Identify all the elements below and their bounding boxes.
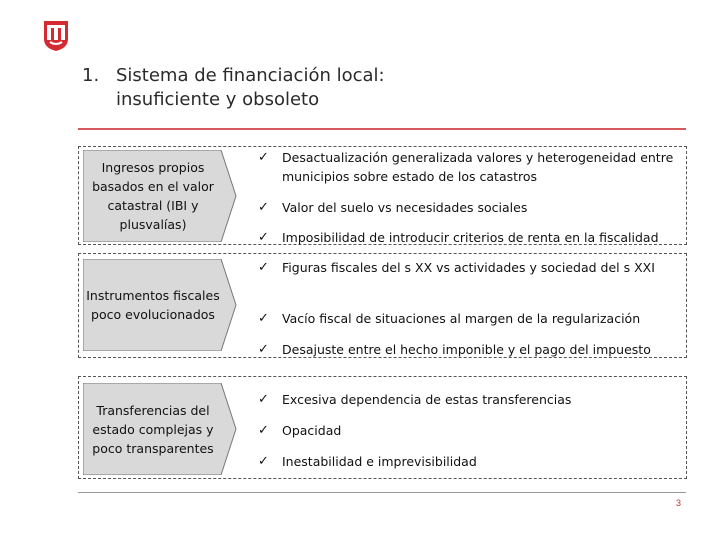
title-number: 1. [82, 65, 100, 86]
checkmark-icon: ✓ [258, 260, 269, 275]
section-label-shape-2 [83, 259, 237, 351]
barcelona-logo [41, 20, 71, 52]
footer-divider [78, 492, 686, 493]
bullet-item [258, 452, 694, 471]
title-line-1: Sistema de financiación local: [116, 65, 385, 86]
checkmark-icon: ✓ [258, 311, 269, 326]
section-label-shape-3 [83, 383, 237, 475]
checkmark-icon: ✓ [258, 454, 269, 469]
title-divider [78, 128, 686, 130]
bullet-item [258, 148, 694, 186]
bullet-item [258, 390, 694, 409]
bullet-text: Valor del suelo vs necesidades sociales [282, 200, 528, 215]
bullet-item [258, 309, 694, 328]
bullet-item [258, 228, 694, 247]
section-label-shape-1 [83, 150, 237, 242]
checkmark-icon: ✓ [258, 423, 269, 438]
bullet-item [258, 421, 694, 440]
section-label-3: Transferencias del estado complejas y poco transparentes [92, 402, 214, 456]
bullet-item [258, 340, 694, 359]
page-number: 3 [676, 498, 682, 508]
bullet-item [258, 198, 694, 217]
checkmark-icon: ✓ [258, 392, 269, 407]
bullet-text: Figuras fiscales del s XX vs actividades y sociedad del s XXI [282, 260, 655, 275]
checkmark-icon: ✓ [258, 342, 269, 357]
bullet-text: Inestabilidad e imprevisibilidad [282, 454, 477, 469]
bullet-text: Imposibilidad de introducir criterios de renta en la fiscalidad [282, 230, 659, 245]
section-label-1: Ingresos propios basados en el valor catastral (IBI y plusvalías) [92, 160, 214, 232]
bullet-text: Desajuste entre el hecho imponible y el pago del impuesto [282, 342, 651, 357]
checkmark-icon: ✓ [258, 200, 269, 215]
bullet-item [258, 258, 694, 277]
bullet-text: Excesiva dependencia de estas transferencias [282, 392, 572, 407]
section-label-2: Instrumentos fiscales poco evolucionados [86, 288, 220, 322]
bullet-text: Vacío fiscal de situaciones al margen de la regularización [282, 311, 641, 326]
bullet-text: Opacidad [282, 423, 342, 438]
checkmark-icon: ✓ [258, 230, 269, 245]
checkmark-icon: ✓ [258, 150, 269, 165]
title-line-2: insuficiente y obsoleto [116, 89, 320, 110]
bullet-text: Desactualización generalizada valores y heterogeneidad entre municipios sobre estado de los catastros [282, 150, 674, 184]
